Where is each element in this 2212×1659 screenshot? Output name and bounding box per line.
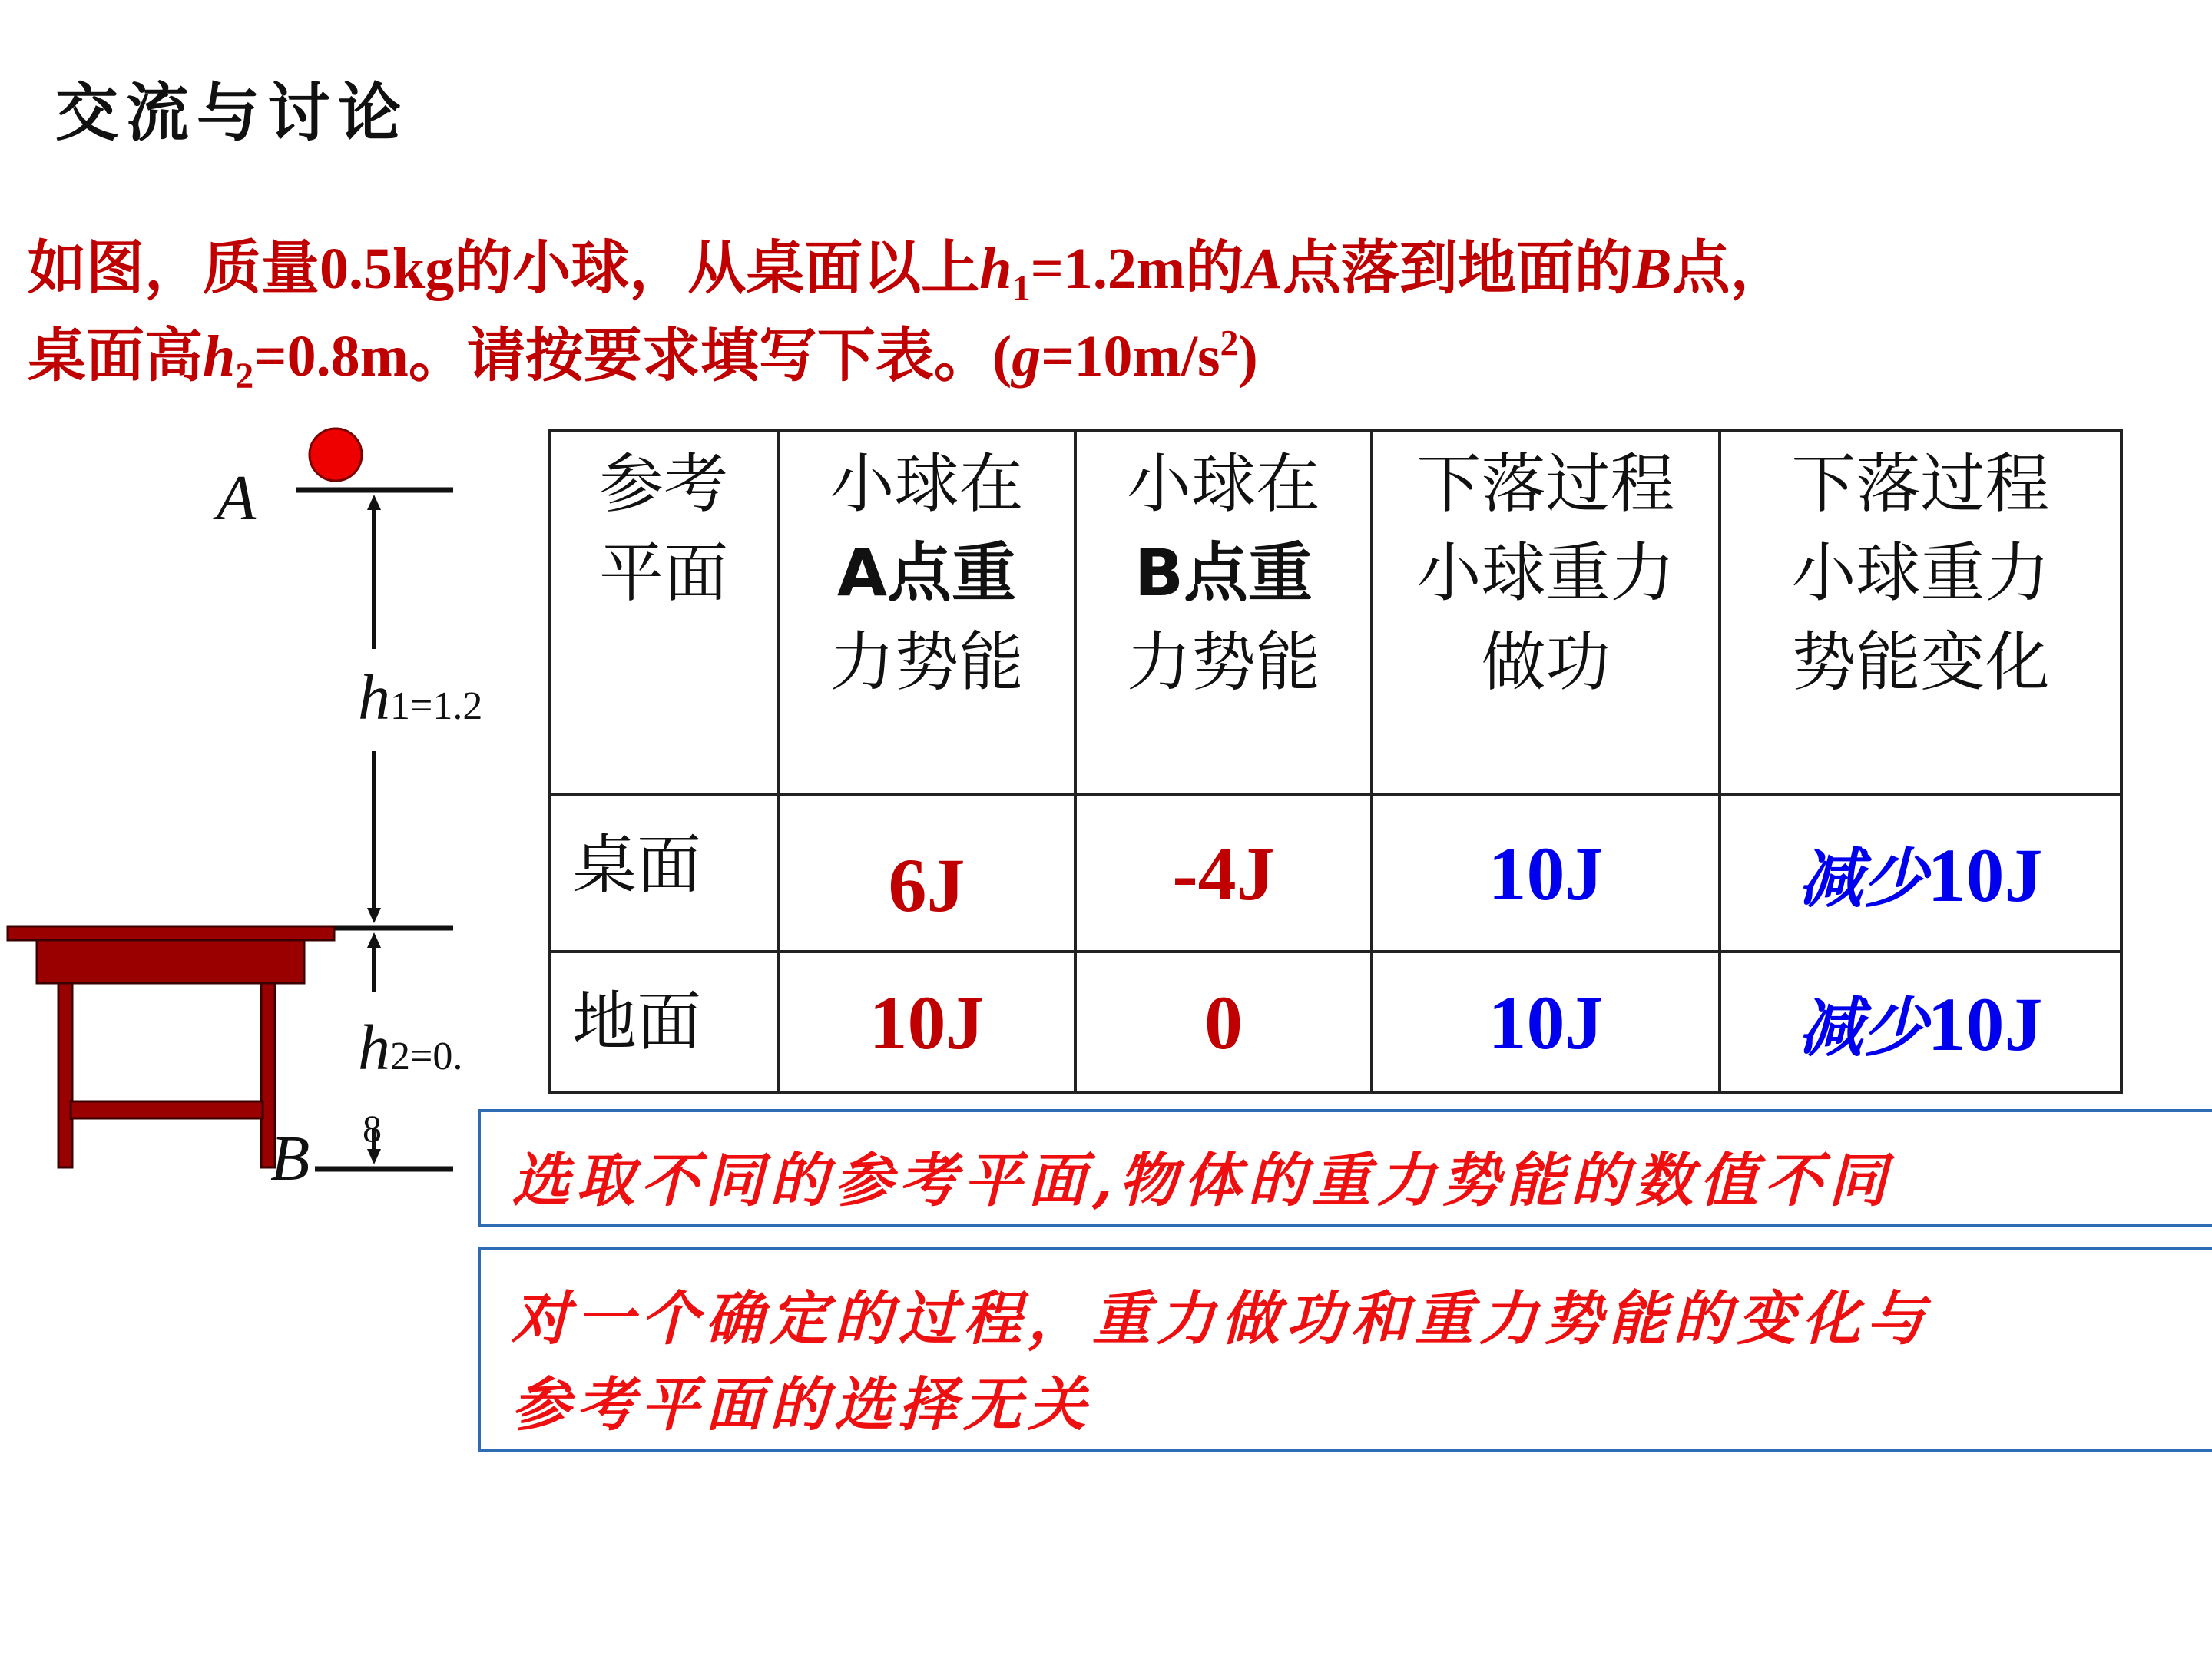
header-ep-at-A: 小球在 A点重 力势能 — [778, 430, 1075, 795]
table-row — [549, 952, 2121, 1093]
problem-line-2: 桌面高$h_2=0.8m$。请按要求填写下表。$(g=10m/s^2)$ — [28, 321, 1258, 397]
fall-diagram — [0, 415, 538, 1198]
cell-change: 减少10J — [1720, 795, 2121, 952]
slide-title: 交流与讨论 — [55, 76, 409, 150]
energy-table — [548, 429, 2123, 1094]
cell-epA: 6J — [778, 795, 1075, 952]
cell-epB: 0 — [1075, 952, 1372, 1093]
cell-work: 10J — [1372, 795, 1720, 952]
ball — [310, 429, 362, 481]
table-header-row — [549, 430, 2121, 795]
header-ep-change: 下落过程 小球重力 势能变化 — [1720, 430, 2121, 795]
conclusion-text-2a: 对一个确定的过程，重力做功和重力势能的变化与 — [512, 1284, 1931, 1353]
label-point-A: A — [217, 462, 257, 534]
label-h2: h2=0. — [358, 1012, 463, 1084]
header-gravity-work: 下落过程 小球重力 做功 — [1372, 430, 1720, 795]
conclusion-text-1: 选取不同的参考平面,物体的重力势能的数值不同 — [512, 1146, 1893, 1214]
table-row — [549, 795, 2121, 952]
header-reference-plane: 参考 平面 — [549, 430, 778, 795]
conclusion-text-2b: 参考平面的选择无关 — [512, 1370, 1092, 1439]
row-label-desk: 桌面 — [549, 795, 778, 952]
cell-epB: -4J — [1075, 795, 1372, 952]
problem-line-1: 如图，质量0.5kg的小球，从桌面以上$h_1=1.2m$的A点落到地面的B点， — [28, 233, 1789, 310]
label-h1: h1=1.2 — [358, 662, 483, 733]
label-h2-overflow: 8 — [363, 1107, 382, 1150]
cell-change: 减少10J — [1720, 952, 2121, 1093]
row-label-ground: 地面 — [549, 952, 778, 1093]
cell-epA: 10J — [778, 952, 1075, 1093]
label-point-B: B — [270, 1123, 310, 1194]
conclusion-box-2 — [478, 1247, 2212, 1452]
conclusion-box-1 — [478, 1109, 2212, 1227]
cell-work: 10J — [1372, 952, 1720, 1093]
header-ep-at-B: 小球在 B点重 力势能 — [1075, 430, 1372, 795]
